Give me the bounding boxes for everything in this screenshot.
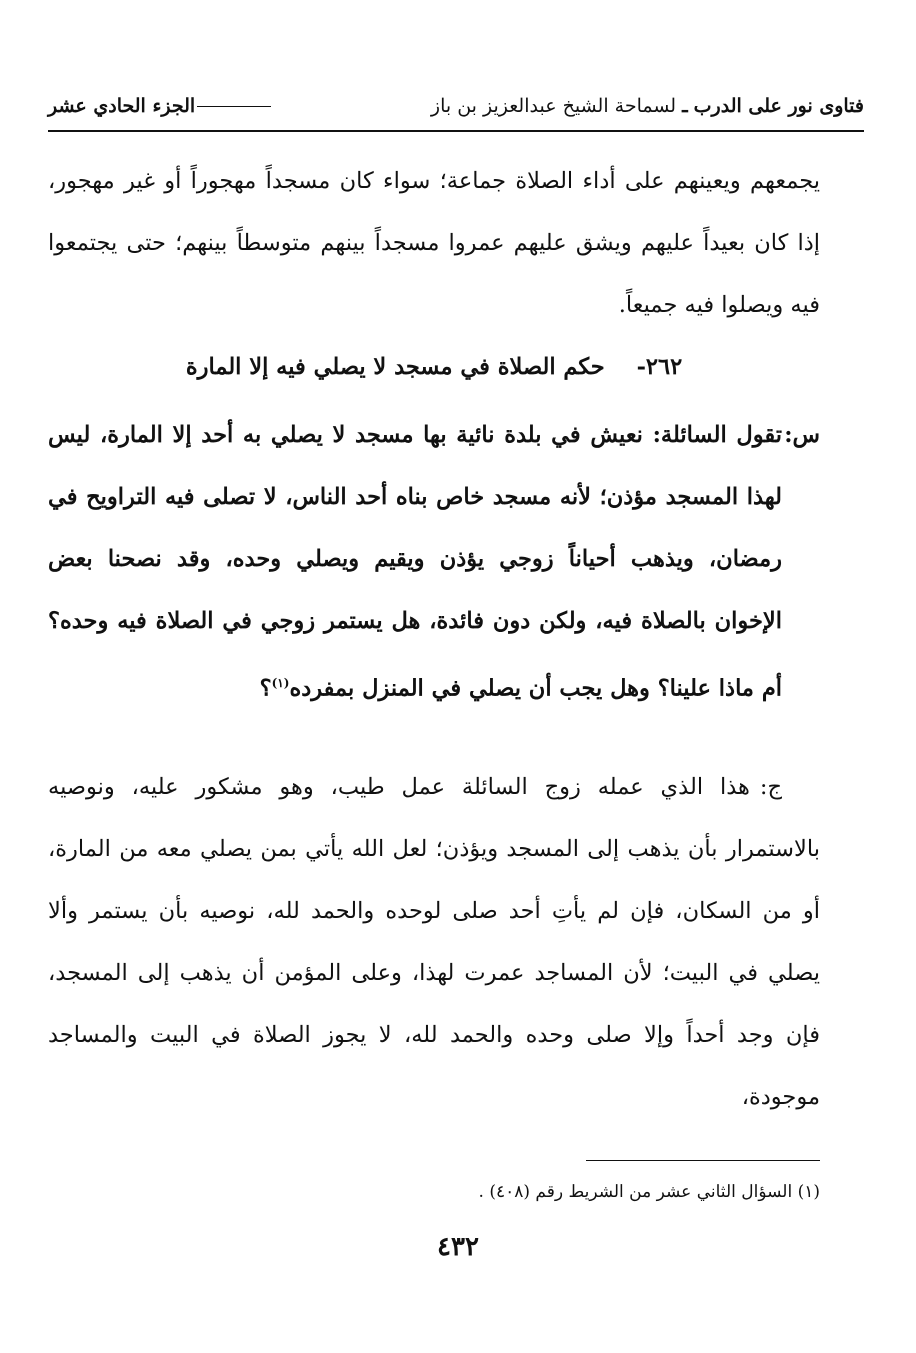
- question-text-wrap: [48, 404, 782, 720]
- header-title-group: [431, 95, 864, 117]
- section-title: حكم الصلاة في مسجد لا يصلي فيه إلا المارة: [185, 354, 605, 380]
- header-volume-group: [48, 95, 271, 117]
- section-number: ٢٦٢-: [636, 354, 683, 380]
- header-rule: [48, 130, 864, 132]
- footnote-rule: [586, 1160, 820, 1161]
- running-header: [48, 86, 864, 126]
- header-separator: ـ: [682, 95, 688, 117]
- question-text: تقول السائلة: نعيش في بلدة نائية بها مسجد لا يصلي به أحد إلا المارة، ليس لهذا المسجد مؤذن؛ لأنه مسجد خاص بناه أحد الناس، لا تصلى فيه التراويح في رمضان، ويذهب أحياناً زوجي يؤذن ويقيم ويصلي وحده، وقد نصحنا بعض الإخوان بالصلاة فيه، ولكن دون فائدة، هل يستمر زوجي في الصلاة فيه وحده؟ أم ماذا علينا؟ وهل يجب أن يصلي في المنزل بمفرده: [48, 422, 782, 702]
- answer-text: هذا الذي عمله زوج السائلة عمل طيب، وهو مشكور عليه، ونوصيه بالاستمرار بأن يذهب إلى المسجد ويؤذن؛ لعل الله يأتي بمن يصلي معه من المارة، أو من السكان، فإن لم يأتِ أحد صلى لوحده والحمد لله، نوصيه بأن يستمر وألا يصلي في البيت؛ لأن المساجد عمرت لهذا، وعلى المؤمن أن يذهب إلى المسجد، فإن وجد أحداً وإلا صلى وحده والحمد لله، لا يجوز الصلاة في البيت والمساجد موجودة،: [48, 774, 820, 1110]
- question-block: [48, 404, 820, 720]
- page-number: ٤٣٢: [437, 1232, 479, 1262]
- question-label: س:: [784, 422, 820, 448]
- header-dash: [197, 106, 271, 107]
- author-name: لسماحة الشيخ عبدالعزيز بن باز: [430, 95, 677, 117]
- footnote: (١) السؤال الثاني عشر من الشريط رقم (٤٠٨) .: [478, 1182, 820, 1202]
- volume-label: الجزء الحادي عشر: [48, 95, 196, 117]
- book-title: فتاوى نور على الدرب: [693, 95, 864, 117]
- footnote-ref[interactable]: (١): [271, 676, 290, 690]
- question-end: ؟: [259, 675, 272, 702]
- answer-block: [48, 756, 820, 1128]
- intro-paragraph: يجمعهم ويعينهم على أداء الصلاة جماعة؛ سواء كان مسجداً مهجوراً أو غير مهجور، إذا كان بعيداً عليهم ويشق عليهم عمروا مسجداً بينهم متوسطاً بينهم؛ حتى يجتمعوا فيه ويصلوا فيه جميعاً.: [48, 168, 820, 318]
- section-heading: [48, 345, 820, 389]
- answer-label: ج:: [759, 774, 782, 800]
